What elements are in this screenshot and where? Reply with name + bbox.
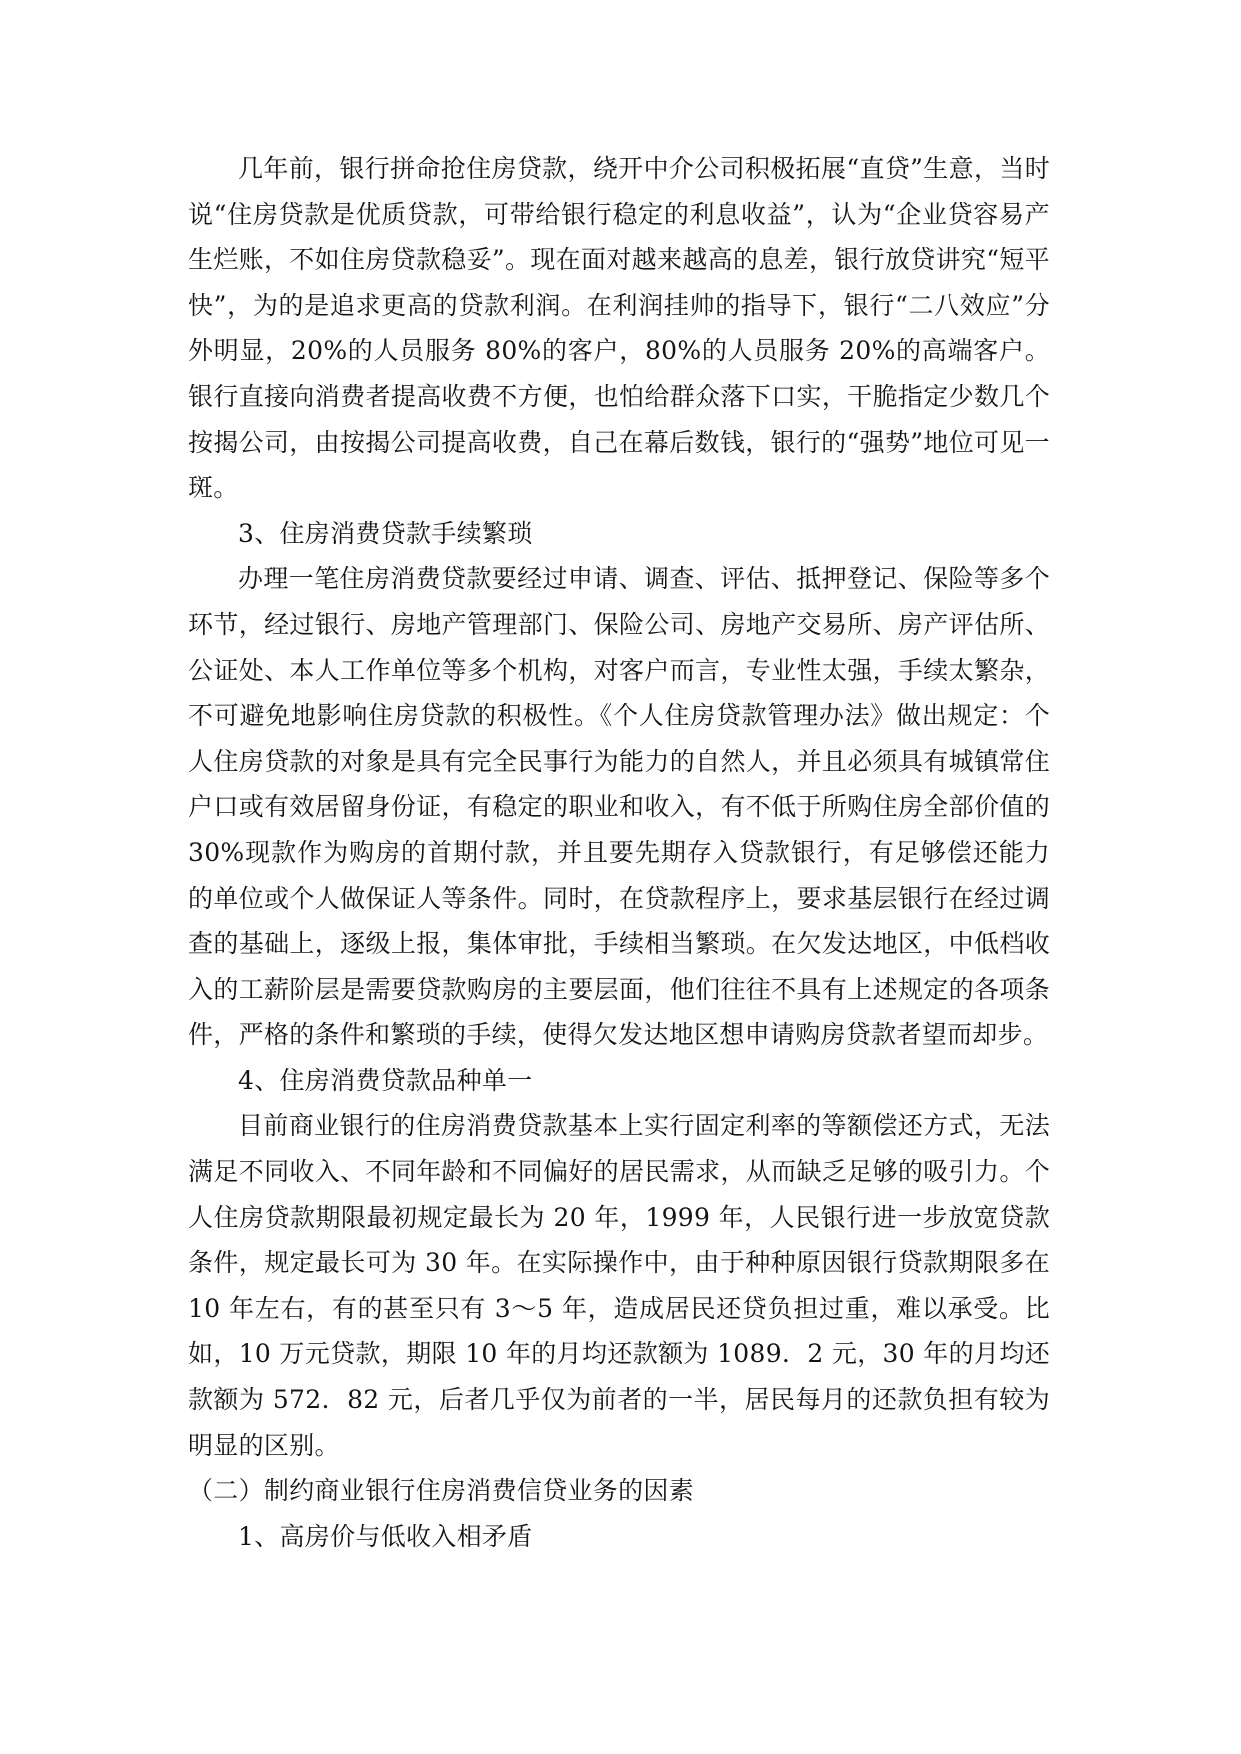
heading-price-income: 1、高房价与低收入相矛盾 — [238, 1521, 533, 1551]
heading-loan-variety: 4、住房消费贷款品种单一 — [238, 1065, 533, 1095]
paragraph-loan-variety: 目前商业银行的住房消费贷款基本上实行固定利率的等额偿还方式，无法满足不同收入、不同年龄和不同偏好的居民需求，从而缺乏足够的吸引力。个人住房贷款期限最初规定最长为 20 年，1999 年，人民银行进一步放宽贷款条件，规定最长可为 30 年。在实际操作中，由于种种原因银行贷款期限多在 10 年左右，有的甚至只有 3～5 年，造成居民还贷负担过重，难以承受。比如，10 万元贷款，期限 10 年的月均还款额为 1089．2 元，30 年的月均还款额为 572．82 元，后者几乎仅为前者的一半，居民每月的还款负担有较为明显的区别。 — [188, 1111, 1050, 1460]
paragraph-bank-lending-history: 几年前，银行拼命抢住房贷款，绕开中介公司积极拓展“直贷”生意，当时说“住房贷款是优质贷款，可带给银行稳定的利息收益”，认为“企业贷容易产生烂账，不如住房贷款稳妥”。现在面对越来越高的息差，银行放贷讲究“短平快”，为的是追求更高的贷款利润。在利润挂帅的指导下，银行“二八效应”分外明显，20%的人员服务 80%的客户，80%的人员服务 20%的高端客户。银行直接向消费者提高收费不方便，也怕给群众落下口实，干脆指定少数几个按揭公司，由按揭公司提高收费，自己在幕后数钱，银行的“强势”地位可见一斑。 — [188, 154, 1050, 503]
document-body — [188, 146, 1050, 1559]
heading-loan-procedures: 3、住房消费贷款手续繁琐 — [238, 518, 533, 548]
paragraph-loan-procedures: 办理一笔住房消费贷款要经过申请、调查、评估、抵押登记、保险等多个环节，经过银行、房地产管理部门、保险公司、房地产交易所、房产评估所、公证处、本人工作单位等多个机构，对客户而言，专业性太强，手续太繁杂，不可避免地影响住房贷款的积极性。《个人住房贷款管理办法》做出规定：个人住房贷款的对象是具有完全民事行为能力的自然人，并且必须具有城镇常住户口或有效居留身份证，有稳定的职业和收入，有不低于所购住房全部价值的 30%现款作为购房的首期付款，并且要先期存入贷款银行，有足够偿还能力的单位或个人做保证人等条件。同时，在贷款程序上，要求基层银行在经过调查的基础上，逐级上报，集体审批，手续相当繁琐。在欠发达地区，中低档收入的工薪阶层是需要贷款购房的主要层面，他们往往不具有上述规定的各项条件，严格的条件和繁琐的手续，使得欠发达地区想申请购房贷款者望而却步。 — [188, 564, 1050, 1050]
section-heading-constraints: （二）制约商业银行住房消费信贷业务的因素 — [188, 1476, 695, 1506]
